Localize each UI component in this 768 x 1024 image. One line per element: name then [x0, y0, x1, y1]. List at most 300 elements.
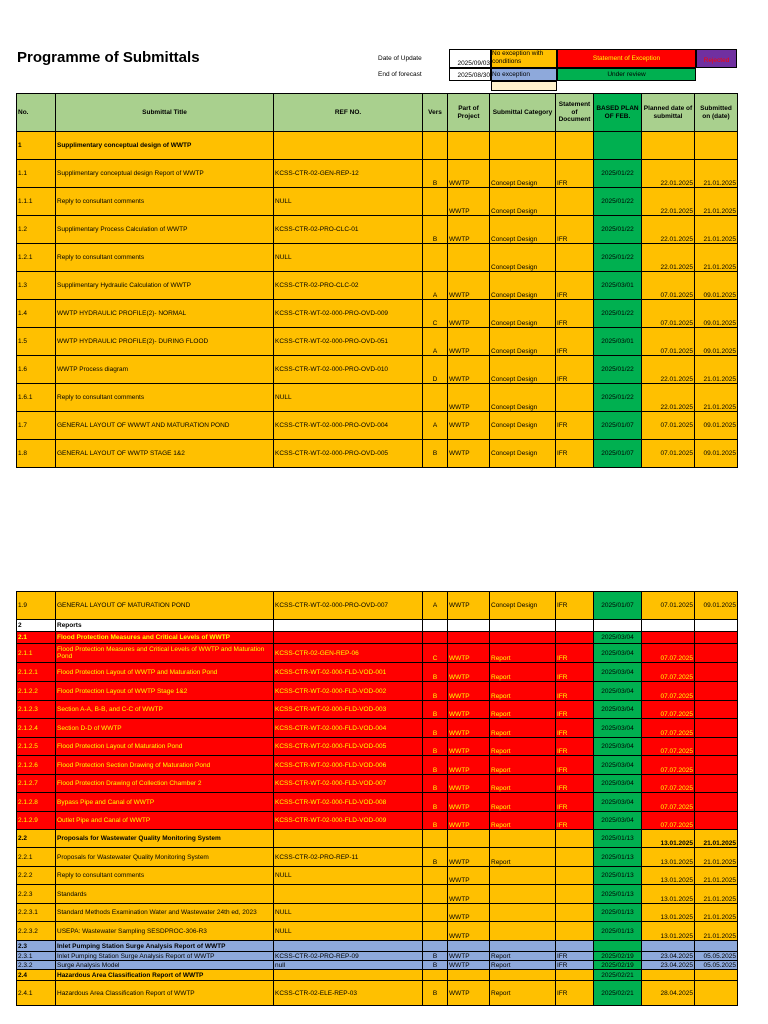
row-planned: 22.01.2025 [642, 244, 695, 272]
row-planned: 22.01.2025 [642, 160, 695, 188]
table-row [17, 830, 738, 848]
legend-no-exception: No exception [491, 68, 557, 81]
table-row [17, 244, 738, 272]
row-based-plan: 2025/01/22 [594, 300, 642, 328]
table-row [17, 922, 738, 941]
row-title: Flood Protection Measures and Critical Levels of WWTP [56, 632, 274, 644]
row-no: 2.4 [17, 970, 56, 981]
row-statement: IFR [556, 961, 594, 970]
table-row [17, 701, 738, 719]
row-planned [642, 132, 695, 160]
row-planned [642, 970, 695, 981]
legend-rejected: Rejected [696, 49, 737, 68]
row-submitted: 05.05.2025 [695, 952, 738, 961]
row-planned [642, 620, 695, 632]
table-row [17, 904, 738, 922]
row-ref: KCSS-CTR-WT-02-000-PRO-OVD-005 [274, 440, 423, 468]
row-statement [556, 941, 594, 952]
row-submitted [695, 620, 738, 632]
row-vers [423, 244, 448, 272]
row-statement: IFR [556, 356, 594, 384]
row-part: WWTP [448, 775, 490, 793]
row-vers: A [423, 328, 448, 356]
row-statement: IFR [556, 756, 594, 775]
row-based-plan: 2025/02/21 [594, 970, 642, 981]
row-category: Concept Design [490, 440, 556, 468]
date-of-update-value: 2025/09/03 [449, 49, 491, 68]
row-category [490, 132, 556, 160]
row-part: WWTP [448, 812, 490, 830]
row-submitted: 21.01.2025 [695, 188, 738, 216]
row-planned: 22.01.2025 [642, 188, 695, 216]
row-statement [556, 885, 594, 904]
row-submitted [695, 756, 738, 775]
row-ref: null [274, 961, 423, 970]
row-based-plan: 2025/03/04 [594, 756, 642, 775]
row-planned: 07.07.2025 [642, 701, 695, 719]
row-part: WWTP [448, 701, 490, 719]
row-no: 2.1.1 [17, 644, 56, 663]
row-ref: KCSS-CTR-WT-02-000-FLD-VOD-001 [274, 663, 423, 682]
table-row [17, 328, 738, 356]
row-statement [556, 384, 594, 412]
row-part: WWTP [448, 848, 490, 867]
row-planned: 07.01.2025 [642, 592, 695, 620]
row-title: Flood Protection Layout of WWTP Stage 1&2 [56, 682, 274, 701]
row-ref: KCSS-CTR-02-PRO-CLC-02 [274, 272, 423, 300]
row-based-plan: 2025/01/13 [594, 922, 642, 941]
row-no: 1.6.1 [17, 384, 56, 412]
row-based-plan: 2025/03/04 [594, 701, 642, 719]
table-row [17, 644, 738, 663]
row-based-plan [594, 941, 642, 952]
table-row [17, 300, 738, 328]
row-vers: B [423, 440, 448, 468]
row-planned: 07.07.2025 [642, 793, 695, 812]
row-title: Reply to consultant comments [56, 384, 274, 412]
row-part [448, 632, 490, 644]
row-vers [423, 970, 448, 981]
row-ref: KCSS-CTR-02-PRO-REP-09 [274, 952, 423, 961]
row-no: 2.2.2 [17, 867, 56, 885]
row-category [490, 632, 556, 644]
table-row [17, 216, 738, 244]
row-category: Report [490, 738, 556, 756]
row-no: 2.1.2.1 [17, 663, 56, 682]
col-submitted: Submitted on (date) [695, 94, 738, 132]
row-based-plan: 2025/02/19 [594, 961, 642, 970]
table-row [17, 756, 738, 775]
row-vers [423, 922, 448, 941]
table-row [17, 632, 738, 644]
row-part: WWTP [448, 756, 490, 775]
col-category: Submittal Category [490, 94, 556, 132]
col-title: Submittal Title [56, 94, 274, 132]
row-statement: IFR [556, 592, 594, 620]
col-based-plan: BASED PLAN OF FEB. [594, 94, 642, 132]
row-category: Report [490, 701, 556, 719]
row-vers: B [423, 160, 448, 188]
table-row [17, 356, 738, 384]
row-submitted: 09.01.2025 [695, 300, 738, 328]
row-category: Report [490, 644, 556, 663]
row-title: Flood Protection Section Drawing of Maturation Pond [56, 756, 274, 775]
table-row [17, 592, 738, 620]
row-statement [556, 632, 594, 644]
col-part: Part of Project [448, 94, 490, 132]
row-submitted: 09.01.2025 [695, 412, 738, 440]
row-planned [642, 632, 695, 644]
row-statement: IFR [556, 440, 594, 468]
row-based-plan [594, 620, 642, 632]
row-title: Reports [56, 620, 274, 632]
row-no: 2.1.2.3 [17, 701, 56, 719]
row-no: 2.2.3.2 [17, 922, 56, 941]
row-part: WWTP [448, 663, 490, 682]
row-category [490, 620, 556, 632]
row-vers: B [423, 682, 448, 701]
row-planned: 13.01.2025 [642, 904, 695, 922]
row-submitted: 09.01.2025 [695, 328, 738, 356]
row-title: Supplimentary Hydraulic Calculation of WWTP [56, 272, 274, 300]
row-vers: A [423, 412, 448, 440]
row-statement [556, 132, 594, 160]
row-based-plan: 2025/03/04 [594, 632, 642, 644]
row-submitted: 21.01.2025 [695, 848, 738, 867]
row-submitted [695, 132, 738, 160]
row-category: Report [490, 848, 556, 867]
row-title: Supplimentary conceptual design Report of WWTP [56, 160, 274, 188]
col-statement: Statement of Document [556, 94, 594, 132]
row-planned: 07.07.2025 [642, 812, 695, 830]
row-based-plan: 2025/03/04 [594, 793, 642, 812]
row-vers: B [423, 952, 448, 961]
row-planned: 07.01.2025 [642, 440, 695, 468]
row-title: WWTP HYDRAULIC PROFILE(2)- NORMAL [56, 300, 274, 328]
row-based-plan: 2025/01/22 [594, 188, 642, 216]
row-vers: B [423, 738, 448, 756]
table-row [17, 981, 738, 1006]
row-planned: 28.04.2025 [642, 981, 695, 1006]
row-no: 2.1.2.4 [17, 719, 56, 738]
row-category: Report [490, 952, 556, 961]
row-statement: IFR [556, 644, 594, 663]
row-part: WWTP [448, 328, 490, 356]
row-ref [274, 632, 423, 644]
row-category: Report [490, 793, 556, 812]
row-title: Supplimentary conceptual design of WWTP [56, 132, 274, 160]
row-planned: 23.04.2025 [642, 952, 695, 961]
row-part [448, 132, 490, 160]
row-based-plan: 2025/01/13 [594, 885, 642, 904]
row-planned: 22.01.2025 [642, 216, 695, 244]
row-vers: A [423, 592, 448, 620]
table-row [17, 848, 738, 867]
row-based-plan: 2025/01/07 [594, 412, 642, 440]
col-no: No. [17, 94, 56, 132]
row-planned: 13.01.2025 [642, 922, 695, 941]
row-submitted [695, 775, 738, 793]
row-statement: IFR [556, 719, 594, 738]
row-statement: IFR [556, 216, 594, 244]
row-submitted: 21.01.2025 [695, 160, 738, 188]
row-based-plan: 2025/01/13 [594, 830, 642, 848]
row-category: Report [490, 981, 556, 1006]
end-of-forecast-label: End of forecast [378, 71, 422, 78]
row-statement: IFR [556, 272, 594, 300]
row-vers: B [423, 812, 448, 830]
row-planned: 07.07.2025 [642, 738, 695, 756]
table-row [17, 719, 738, 738]
row-category [490, 970, 556, 981]
row-part [448, 970, 490, 981]
row-ref: NULL [274, 904, 423, 922]
row-vers: B [423, 775, 448, 793]
row-category: Concept Design [490, 244, 556, 272]
row-statement: IFR [556, 663, 594, 682]
row-submitted: 09.01.2025 [695, 272, 738, 300]
row-statement: IFR [556, 160, 594, 188]
row-planned: 07.07.2025 [642, 719, 695, 738]
row-ref: KCSS-CTR-WT-02-000-FLD-VOD-003 [274, 701, 423, 719]
row-planned: 07.07.2025 [642, 682, 695, 701]
row-part: WWTP [448, 961, 490, 970]
row-planned: 22.01.2025 [642, 356, 695, 384]
row-title: Supplimentary Process Calculation of WWTP [56, 216, 274, 244]
row-title: Inlet Pumping Station Surge Analysis Report of WWTP [56, 941, 274, 952]
row-ref: KCSS-CTR-WT-02-000-FLD-VOD-005 [274, 738, 423, 756]
row-submitted [695, 970, 738, 981]
row-based-plan: 2025/03/04 [594, 682, 642, 701]
row-ref: KCSS-CTR-WT-02-000-FLD-VOD-004 [274, 719, 423, 738]
row-submitted [695, 941, 738, 952]
row-submitted: 05.05.2025 [695, 961, 738, 970]
row-title: Flood Protection Layout of WWTP and Maturation Pond [56, 663, 274, 682]
row-statement [556, 970, 594, 981]
row-no: 2.4.1 [17, 981, 56, 1006]
row-category: Concept Design [490, 328, 556, 356]
table-row [17, 272, 738, 300]
row-vers: B [423, 719, 448, 738]
row-no: 1.1.1 [17, 188, 56, 216]
row-submitted [695, 793, 738, 812]
row-title: Hazardous Area Classification Report of WWTP [56, 981, 274, 1006]
row-planned: 07.07.2025 [642, 663, 695, 682]
row-submitted [695, 812, 738, 830]
row-no: 2.2.1 [17, 848, 56, 867]
row-planned: 07.07.2025 [642, 644, 695, 663]
row-submitted: 21.01.2025 [695, 216, 738, 244]
row-part: WWTP [448, 300, 490, 328]
row-submitted [695, 981, 738, 1006]
row-statement [556, 244, 594, 272]
row-statement: IFR [556, 701, 594, 719]
row-no: 1.9 [17, 592, 56, 620]
row-no: 1 [17, 132, 56, 160]
table-row [17, 885, 738, 904]
row-vers: B [423, 848, 448, 867]
row-title: Section D-D of WWTP [56, 719, 274, 738]
row-no: 1.6 [17, 356, 56, 384]
row-vers: B [423, 961, 448, 970]
row-title: Outlet Pipe and Canal of WWTP [56, 812, 274, 830]
row-part [448, 830, 490, 848]
row-based-plan: 2025/03/04 [594, 812, 642, 830]
table-row [17, 384, 738, 412]
row-planned: 07.07.2025 [642, 756, 695, 775]
row-title: Bypass Pipe and Canal of WWTP [56, 793, 274, 812]
row-title: Reply to consultant comments [56, 244, 274, 272]
row-ref: KCSS-CTR-WT-02-000-FLD-VOD-002 [274, 682, 423, 701]
col-vers: Vers [423, 94, 448, 132]
row-vers: B [423, 793, 448, 812]
row-no: 2.3 [17, 941, 56, 952]
row-submitted [695, 663, 738, 682]
row-no: 1.3 [17, 272, 56, 300]
row-based-plan: 2025/01/13 [594, 904, 642, 922]
date-of-update-label: Date of Update [378, 55, 422, 62]
table-row [17, 793, 738, 812]
table-row [17, 970, 738, 981]
row-based-plan: 2025/01/22 [594, 216, 642, 244]
row-statement [556, 830, 594, 848]
row-statement [556, 848, 594, 867]
row-ref: NULL [274, 384, 423, 412]
legend-no-exception-conditions: No exception with conditions [491, 49, 557, 68]
row-part: WWTP [448, 356, 490, 384]
table-row [17, 952, 738, 961]
table-row [17, 663, 738, 682]
row-no: 2.2.3 [17, 885, 56, 904]
row-based-plan: 2025/01/13 [594, 848, 642, 867]
row-statement: IFR [556, 738, 594, 756]
row-vers [423, 620, 448, 632]
row-statement [556, 620, 594, 632]
row-category: Concept Design [490, 188, 556, 216]
row-title: Proposals for Wastewater Quality Monitoring System [56, 848, 274, 867]
row-ref: KCSS-CTR-WT-02-000-PRO-OVD-009 [274, 300, 423, 328]
row-statement [556, 904, 594, 922]
row-ref: KCSS-CTR-WT-02-000-FLD-VOD-008 [274, 793, 423, 812]
row-ref: NULL [274, 188, 423, 216]
row-title: Proposals for Wastewater Quality Monitoring System [56, 830, 274, 848]
row-ref: KCSS-CTR-02-GEN-REP-12 [274, 160, 423, 188]
table-header-row [17, 94, 738, 132]
row-statement: IFR [556, 328, 594, 356]
row-submitted [695, 738, 738, 756]
row-no: 2.1.2.7 [17, 775, 56, 793]
table-row [17, 412, 738, 440]
row-title: Hazardous Area Classification Report of WWTP [56, 970, 274, 981]
row-title: GENERAL LAYOUT OF MATURATION POND [56, 592, 274, 620]
row-title: Standards [56, 885, 274, 904]
row-category: Concept Design [490, 300, 556, 328]
row-statement [556, 188, 594, 216]
row-category: Report [490, 756, 556, 775]
row-no: 2.3.2 [17, 961, 56, 970]
row-part: WWTP [448, 922, 490, 941]
table-row [17, 160, 738, 188]
row-ref: NULL [274, 867, 423, 885]
row-based-plan: 2025/03/04 [594, 738, 642, 756]
row-submitted: 21.01.2025 [695, 885, 738, 904]
row-ref [274, 620, 423, 632]
row-ref: KCSS-CTR-02-GEN-REP-06 [274, 644, 423, 663]
row-category [490, 922, 556, 941]
row-ref: KCSS-CTR-WT-02-000-PRO-OVD-007 [274, 592, 423, 620]
row-ref: KCSS-CTR-WT-02-000-PRO-OVD-004 [274, 412, 423, 440]
row-part: WWTP [448, 904, 490, 922]
row-category: Concept Design [490, 216, 556, 244]
end-of-forecast-value: 2025/08/30 [449, 68, 491, 81]
row-part [448, 941, 490, 952]
table-row [17, 682, 738, 701]
row-submitted [695, 719, 738, 738]
row-no: 2.2 [17, 830, 56, 848]
row-submitted: 21.01.2025 [695, 384, 738, 412]
row-no: 2.3.1 [17, 952, 56, 961]
row-submitted: 09.01.2025 [695, 592, 738, 620]
row-statement [556, 922, 594, 941]
row-category: Concept Design [490, 160, 556, 188]
row-vers: B [423, 663, 448, 682]
row-title: Reply to consultant comments [56, 867, 274, 885]
row-vers: D [423, 356, 448, 384]
row-part: WWTP [448, 738, 490, 756]
row-title: Standard Methods Examination Water and Wastewater 24th ed, 2023 [56, 904, 274, 922]
row-based-plan: 2025/03/01 [594, 328, 642, 356]
row-no: 2.1.2.9 [17, 812, 56, 830]
row-submitted: 21.01.2025 [695, 830, 738, 848]
row-title: Inlet Pumping Station Surge Analysis Report of WWTP [56, 952, 274, 961]
row-based-plan: 2025/01/07 [594, 592, 642, 620]
row-based-plan: 2025/03/04 [594, 719, 642, 738]
legend-blank-swatch [491, 81, 557, 91]
col-ref: REF NO. [274, 94, 423, 132]
row-category: Concept Design [490, 384, 556, 412]
row-based-plan: 2025/01/13 [594, 867, 642, 885]
row-category [490, 867, 556, 885]
table-row [17, 867, 738, 885]
row-no: 1.2.1 [17, 244, 56, 272]
row-ref [274, 885, 423, 904]
row-no: 2 [17, 620, 56, 632]
row-category [490, 830, 556, 848]
row-part: WWTP [448, 160, 490, 188]
table-row [17, 188, 738, 216]
row-based-plan: 2025/01/07 [594, 440, 642, 468]
submittals-table-top [16, 93, 738, 468]
row-planned: 13.01.2025 [642, 848, 695, 867]
row-title: GENERAL LAYOUT OF WWWT AND MATURATION POND [56, 412, 274, 440]
row-vers [423, 632, 448, 644]
page-title: Programme of Submittals [17, 49, 200, 66]
row-category [490, 941, 556, 952]
row-part: WWTP [448, 592, 490, 620]
row-vers: C [423, 300, 448, 328]
table-row [17, 941, 738, 952]
row-category: Concept Design [490, 356, 556, 384]
row-title: GENERAL LAYOUT OF WWTP STAGE 1&2 [56, 440, 274, 468]
row-statement: IFR [556, 793, 594, 812]
row-part: WWTP [448, 867, 490, 885]
row-no: 2.1.2.8 [17, 793, 56, 812]
row-title: USEPA: Wastewater Sampling SESDPROC-306-R3 [56, 922, 274, 941]
row-ref: KCSS-CTR-WT-02-000-FLD-VOD-009 [274, 812, 423, 830]
row-part: WWTP [448, 188, 490, 216]
row-title: WWTP Process diagram [56, 356, 274, 384]
row-part: WWTP [448, 885, 490, 904]
